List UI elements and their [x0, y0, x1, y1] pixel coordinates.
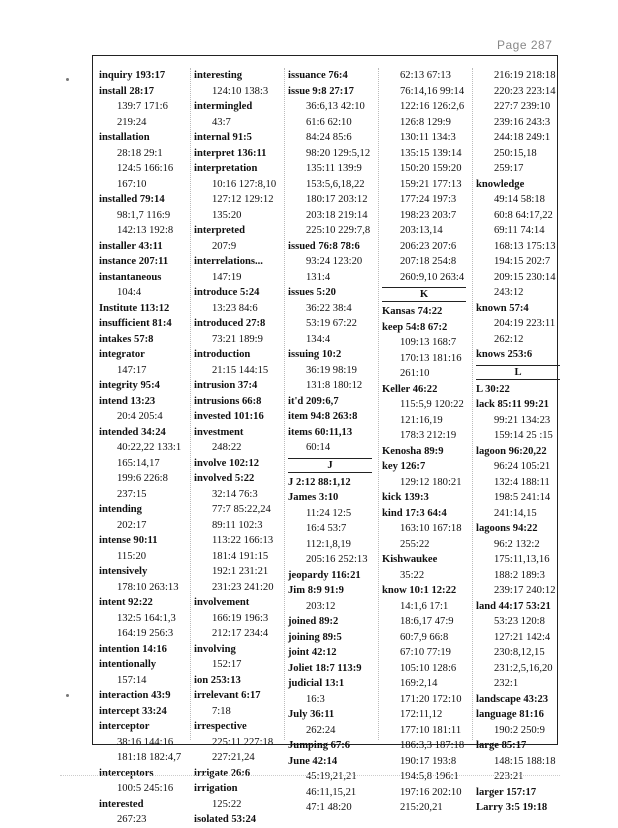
index-entry: joint 42:12 [288, 647, 337, 658]
index-entry: intending [99, 504, 142, 515]
index-entry: Kishwaukee [382, 554, 438, 565]
index-page-refs: 53:19 67:22 [306, 318, 357, 329]
index-column-5 [472, 68, 566, 813]
index-page-refs: 215:20,21 [400, 802, 443, 813]
index-entry: intentionally [99, 659, 157, 670]
index-page-refs: 219:24 [117, 116, 147, 128]
index-entry: install 28:17 [99, 85, 155, 97]
index-page-refs: 239:16 243:3 [494, 116, 551, 128]
index-page-refs: 53:23 120:8 [494, 616, 545, 627]
index-page-refs: 181:18 182:4,7 [117, 752, 182, 763]
index-page-refs: 262:12 [494, 333, 524, 345]
index-page-refs: 127:21 142:4 [494, 631, 551, 643]
page-number: Page 287 [497, 38, 553, 52]
index-page-refs: 62:13 67:13 [400, 70, 451, 81]
index-entry: isolated 53:24 [194, 814, 257, 825]
index-page-refs: 69:11 74:14 [494, 225, 545, 236]
index-page-refs: 225:11 227:18 [212, 736, 274, 748]
index-entry: investment [194, 426, 244, 438]
index-page-refs: 165:14,17 [117, 457, 160, 469]
index-page-refs: 159:14 25 :15 [494, 430, 553, 441]
index-entry: issued 76:8 78:6 [288, 240, 360, 252]
index-entry: installation [99, 132, 150, 143]
index-entry: issuance 76:4 [288, 70, 348, 81]
index-page-refs: 147:19 [212, 271, 242, 283]
index-entry: interested [99, 798, 144, 810]
index-entry: it'd 209:6,7 [288, 395, 339, 407]
index-page-refs: 139:7 171:6 [117, 101, 168, 112]
index-entry: irrigate 26:6 [194, 767, 251, 779]
index-page-refs: 96:24 105:21 [494, 461, 551, 472]
index-entry: intention 14:16 [99, 643, 167, 655]
index-entry: interaction 43:9 [99, 690, 171, 701]
index-entry: larger 157:17 [476, 786, 537, 798]
index-entry: interpret 136:11 [194, 147, 267, 159]
index-entry: landscape 43:23 [476, 693, 549, 705]
index-page-refs: 203:13,14 [400, 225, 443, 236]
index-entry: Jumping 67:6 [288, 740, 351, 751]
index-page-refs: 248:22 [212, 442, 242, 453]
index-entry: intensively [99, 566, 148, 577]
index-entry: inquiry 193:17 [99, 70, 166, 81]
index-page-refs: 177:24 197:3 [400, 194, 457, 205]
index-page-refs: 255:22 [400, 538, 430, 550]
index-page-refs: 231:23 241:20 [212, 581, 274, 593]
index-page-refs: 36:6,13 42:10 [306, 101, 365, 112]
index-page-refs: 77:7 85:22,24 [212, 504, 271, 515]
index-page-refs: 180:17 203:12 [306, 194, 368, 205]
index-page-refs: 40:22,22 133:1 [117, 442, 182, 453]
index-page-refs: 199:6 226:8 [117, 473, 168, 484]
index-page-refs: 32:14 76:3 [212, 488, 258, 500]
index-page-refs: 16:3 [306, 693, 325, 705]
index-page-refs: 227:21,24 [212, 752, 255, 763]
index-page-refs: 204:19 223:11 [494, 318, 556, 329]
index-page-refs: 10:16 127:8,10 [212, 178, 277, 190]
index-entry: involved 5:22 [194, 473, 255, 484]
index-page-refs: 202:17 [117, 519, 147, 531]
index-page-refs: 225:10 229:7,8 [306, 225, 371, 236]
index-entry: J 2:12 88:1,12 [288, 476, 351, 488]
index-page-refs: 124:10 138:3 [212, 85, 269, 97]
index-page-refs: 206:23 207:6 [400, 240, 457, 252]
index-page-refs: 36:22 38:4 [306, 302, 352, 314]
index-page-refs: 190:2 250:9 [494, 724, 545, 736]
index-entry: intrusions 66:8 [194, 395, 262, 407]
index-page-refs: 152:17 [212, 659, 242, 670]
index-page-refs: 168:13 175:13 [494, 240, 556, 252]
index-entry: introduction [194, 349, 251, 360]
index-entry: knowledge [476, 178, 525, 190]
index-column-1 [96, 68, 190, 825]
index-page-refs: 98:1,7 116:9 [117, 209, 171, 221]
index-page-refs: 131:4 [306, 271, 331, 283]
index-entry: intermingled [194, 101, 253, 112]
index-entry: Kenosha 89:9 [382, 445, 444, 457]
index-page-refs: 115:5,9 120:22 [400, 399, 464, 410]
index-entry: lack 85:11 99:21 [476, 399, 549, 410]
index-page-refs: 121:16,19 [400, 414, 443, 426]
index-entry: June 42:14 [288, 755, 338, 767]
index-entry: integrity 95:4 [99, 380, 160, 391]
index-entry: integrator [99, 349, 145, 360]
index-page-refs: 21:15 144:15 [212, 364, 269, 376]
index-page-refs: 46:11,15,21 [306, 786, 357, 798]
index-page-refs: 45:19,21,21 [306, 771, 357, 782]
index-page-refs: 16:4 53:7 [306, 523, 347, 534]
index-page-refs: 98:20 129:5,12 [306, 147, 371, 159]
index-entry: intakes 57:8 [99, 333, 154, 345]
index-entry: item 94:8 263:8 [288, 411, 358, 422]
index-page-refs: 20:4 205:4 [117, 411, 163, 422]
index-entry: introduced 27:8 [194, 318, 266, 329]
index-page-refs: 109:13 168:7 [400, 337, 457, 348]
index-entry: installer 43:11 [99, 240, 163, 252]
index-page-refs: 209:15 230:14 [494, 271, 556, 283]
index-page-refs: 60:14 [306, 442, 331, 453]
index-entry: interpretation [194, 163, 258, 174]
index-page-refs: 76:14,16 99:14 [400, 85, 465, 97]
index-entry: Kansas 74:22 [382, 306, 443, 317]
index-page-refs: 178:3 212:19 [400, 430, 457, 441]
index-page-refs: 135:15 139:14 [400, 147, 462, 159]
index-page-refs: 188:2 189:3 [494, 569, 545, 581]
index-page-refs: 130:11 134:3 [400, 132, 456, 143]
index-entry: large 85:17 [476, 740, 527, 751]
index-page-refs: 135:11 139:9 [306, 163, 362, 174]
index-entry: intense 90:11 [99, 535, 158, 546]
index-page-refs: 212:17 234:4 [212, 628, 269, 639]
index-page-refs: 60:8 64:17,22 [494, 209, 553, 221]
index-entry: insufficient 81:4 [99, 318, 172, 329]
index-entry: James 3:10 [288, 492, 339, 503]
index-entry: Larry 3:5 19:18 [476, 802, 548, 813]
index-page-refs: 112:1,8,19 [306, 538, 351, 550]
index-entry: Jim 8:9 91:9 [288, 585, 344, 596]
index-page-refs: 47:1 48:20 [306, 802, 352, 813]
index-entry: introduce 5:24 [194, 287, 260, 298]
index-page-refs: 84:24 85:6 [306, 132, 352, 143]
index-page-refs: 232:1 [494, 678, 519, 689]
index-page-refs: 13:23 84:6 [212, 302, 258, 314]
index-entry: Joliet 18:7 113:9 [288, 662, 362, 674]
index-page-refs: 28:18 29:1 [117, 147, 163, 159]
index-page-refs: 89:11 102:3 [212, 519, 263, 531]
index-entry: irrigation [194, 783, 238, 794]
index-entry: items 60:11,13 [288, 426, 353, 438]
index-page-refs: 166:19 196:3 [212, 612, 269, 624]
index-page-refs: 197:16 202:10 [400, 786, 462, 798]
index-entry: intended 34:24 [99, 426, 166, 438]
index-page-refs: 171:20 172:10 [400, 693, 462, 705]
index-page-refs: 96:2 132:2 [494, 538, 540, 550]
index-page-refs: 170:13 181:16 [400, 352, 462, 364]
index-page-refs: 230:8,12,15 [494, 647, 545, 658]
index-entry: issue 9:8 27:17 [288, 85, 354, 97]
index-page-refs: 207:18 254:8 [400, 256, 457, 267]
index-entry: intercept 33:24 [99, 705, 167, 717]
index-page-refs: 163:10 167:18 [400, 523, 462, 534]
index-entry: Institute 113:12 [99, 302, 170, 314]
index-entry: L 30:22 [476, 383, 510, 395]
index-entry: keep 54:8 67:2 [382, 321, 448, 333]
index-page-refs: 192:1 231:21 [212, 566, 269, 577]
index-page-refs: 73:21 189:9 [212, 333, 263, 345]
index-column-4 [378, 68, 472, 813]
index-page-refs: 260:9,10 263:4 [400, 271, 465, 283]
index-page-refs: 244:18 249:1 [494, 132, 551, 143]
index-page-refs: 100:5 245:16 [117, 783, 174, 794]
index-page-refs: 175:11,13,16 [494, 554, 550, 565]
index-page-refs: 157:14 [117, 674, 147, 686]
index-page-refs: 134:4 [306, 333, 331, 345]
index-page-refs: 150:20 159:20 [400, 163, 462, 174]
index-entry: knows 253:6 [476, 349, 533, 360]
index-page-refs: 172:11,12 [400, 709, 443, 720]
index-entry: ion 253:13 [194, 674, 241, 686]
index-page-refs: 36:19 98:19 [306, 364, 357, 376]
index-page-refs: 241:14,15 [494, 507, 537, 519]
index-page-refs: 198:23 203:7 [400, 209, 457, 221]
index-page-refs: 135:20 [212, 209, 242, 221]
index-page-refs: 231:2,5,16,20 [494, 662, 553, 674]
index-page-refs: 194:5,8 196:1 [400, 771, 459, 782]
index-column-2 [190, 68, 284, 825]
index-page-refs: 267:23 [117, 814, 147, 825]
index-page-refs: 11:24 12:5 [306, 507, 352, 519]
index-page-refs: 125:22 [212, 798, 242, 810]
index-page-refs: 181:4 191:15 [212, 550, 269, 562]
index-entry: lagoon 96:20,22 [476, 445, 547, 457]
index-entry: installed 79:14 [99, 194, 165, 205]
index-entry: involve 102:12 [194, 457, 260, 469]
index-page-refs: 216:19 218:18 [494, 70, 556, 81]
index-page-refs: 142:13 192:8 [117, 225, 174, 236]
index-entry: intrusion 37:4 [194, 380, 258, 391]
index-entry: interrelations... [194, 256, 263, 267]
index-page-refs: 129:12 180:21 [400, 476, 462, 488]
index-page-refs: 132:5 164:1,3 [117, 612, 176, 624]
index-page-refs: 49:14 58:18 [494, 194, 545, 205]
index-entry: invested 101:16 [194, 411, 264, 422]
index-page-refs: 159:21 177:13 [400, 178, 462, 190]
index-page-refs: 43:7 [212, 116, 231, 128]
index-entry: judicial 13:1 [288, 678, 345, 689]
index-page-refs: 127:12 129:12 [212, 194, 274, 205]
index-page-refs: 250:15,18 [494, 147, 537, 159]
index-entry: involving [194, 643, 236, 655]
section-letter-heading: L [476, 365, 560, 380]
index-entry: issuing 10:2 [288, 349, 342, 360]
index-entry: known 57:4 [476, 302, 529, 314]
index-page-refs: 132:4 188:11 [494, 476, 550, 488]
index-entry: key 126:7 [382, 461, 426, 472]
index-entry: instance 207:11 [99, 256, 169, 267]
index-page-refs: 177:10 181:11 [400, 724, 462, 736]
index-entry: land 44:17 53:21 [476, 600, 551, 612]
footer-divider [60, 775, 560, 776]
index-page-refs: 259:17 [494, 163, 524, 174]
index-entry: jeopardy 116:21 [288, 569, 361, 581]
index-page-refs: 227:7 239:10 [494, 101, 551, 112]
index-page-refs: 194:15 202:7 [494, 256, 551, 267]
margin-mark [66, 78, 69, 81]
index-page-refs: 105:10 128:6 [400, 662, 457, 674]
index-entry: issues 5:20 [288, 287, 336, 298]
index-column-3 [284, 68, 378, 813]
index-page-refs: 220:23 223:14 [494, 85, 556, 97]
index-entry: intend 13:23 [99, 395, 156, 407]
index-page-refs: 203:12 [306, 600, 336, 612]
index-entry: know 10:1 12:22 [382, 585, 457, 596]
index-entry: interceptors [99, 767, 154, 779]
index-page-refs: 38:16 144:16 [117, 736, 174, 748]
index-entry: joining 89:5 [288, 631, 342, 643]
index-page-refs: 223:21 [494, 771, 524, 782]
index-entry: irrespective [194, 721, 247, 732]
index-page-refs: 198:5 241:14 [494, 492, 551, 503]
index-entry: language 81:16 [476, 709, 544, 720]
index-entry: lagoons 94:22 [476, 523, 538, 534]
index-page-refs: 35:22 [400, 569, 425, 581]
index-page-refs: 190:17 193:8 [400, 755, 457, 767]
index-entry: July 36:11 [288, 709, 335, 720]
index-page-refs: 60:7,9 66:8 [400, 631, 449, 643]
index-page-refs: 124:5 166:16 [117, 163, 174, 174]
index-page-refs: 99:21 134:23 [494, 414, 551, 426]
index-page-refs: 203:18 219:14 [306, 209, 368, 221]
index-entry: instantaneous [99, 271, 162, 283]
index-page-refs: 262:24 [306, 724, 336, 736]
index-page-refs: 205:16 252:13 [306, 554, 368, 565]
margin-mark [66, 694, 69, 697]
index-page-refs: 178:10 263:13 [117, 581, 179, 593]
index-page-refs: 7:18 [212, 705, 231, 717]
index-page-refs: 237:15 [117, 488, 147, 500]
index-page-refs: 14:1,6 17:1 [400, 600, 449, 612]
section-letter-heading: K [382, 287, 466, 302]
index-page-refs: 93:24 123:20 [306, 256, 363, 267]
index-page-refs: 115:20 [117, 550, 147, 562]
index-entry: irrelevant 6:17 [194, 690, 261, 701]
index-page-refs: 122:16 126:2,6 [400, 101, 465, 112]
index-page-refs: 186:3,3 187:18 [400, 740, 465, 751]
index-entry: kind 17:3 64:4 [382, 507, 447, 519]
index-page-refs: 243:12 [494, 287, 524, 298]
index-page-refs: 113:22 166:13 [212, 535, 274, 546]
index-entry: intent 92:22 [99, 597, 153, 608]
index-page-refs: 207:9 [212, 240, 237, 252]
index-entry: kick 139:3 [382, 492, 429, 503]
index-page-refs: 153:5,6,18,22 [306, 178, 365, 190]
index-page-refs: 126:8 129:9 [400, 116, 451, 128]
index-entry: interpreted [194, 225, 245, 236]
index-page-refs: 18:6,17 47:9 [400, 616, 454, 627]
index-page-refs: 147:17 [117, 364, 147, 376]
index-page-refs: 148:15 188:18 [494, 755, 556, 767]
index-page-refs: 61:6 62:10 [306, 116, 352, 128]
index-entry: interesting [194, 70, 243, 81]
index-page-refs: 67:10 77:19 [400, 647, 451, 658]
index-page-refs: 131:8 180:12 [306, 380, 363, 391]
index-entry: interceptor [99, 721, 150, 732]
index-page-refs: 239:17 240:12 [494, 585, 556, 596]
index-page-refs: 104:4 [117, 287, 142, 298]
section-letter-heading: J [288, 458, 372, 473]
index-page-refs: 169:2,14 [400, 678, 438, 689]
index-page-refs: 164:19 256:3 [117, 628, 174, 639]
index-page-refs: 261:10 [400, 368, 430, 379]
index-entry: Keller 46:22 [382, 383, 438, 395]
index-entry: internal 91:5 [194, 132, 252, 143]
index-columns [96, 68, 566, 825]
index-entry: joined 89:2 [288, 616, 339, 627]
index-page-refs: 167:10 [117, 178, 147, 190]
index-entry: involvement [194, 597, 250, 608]
